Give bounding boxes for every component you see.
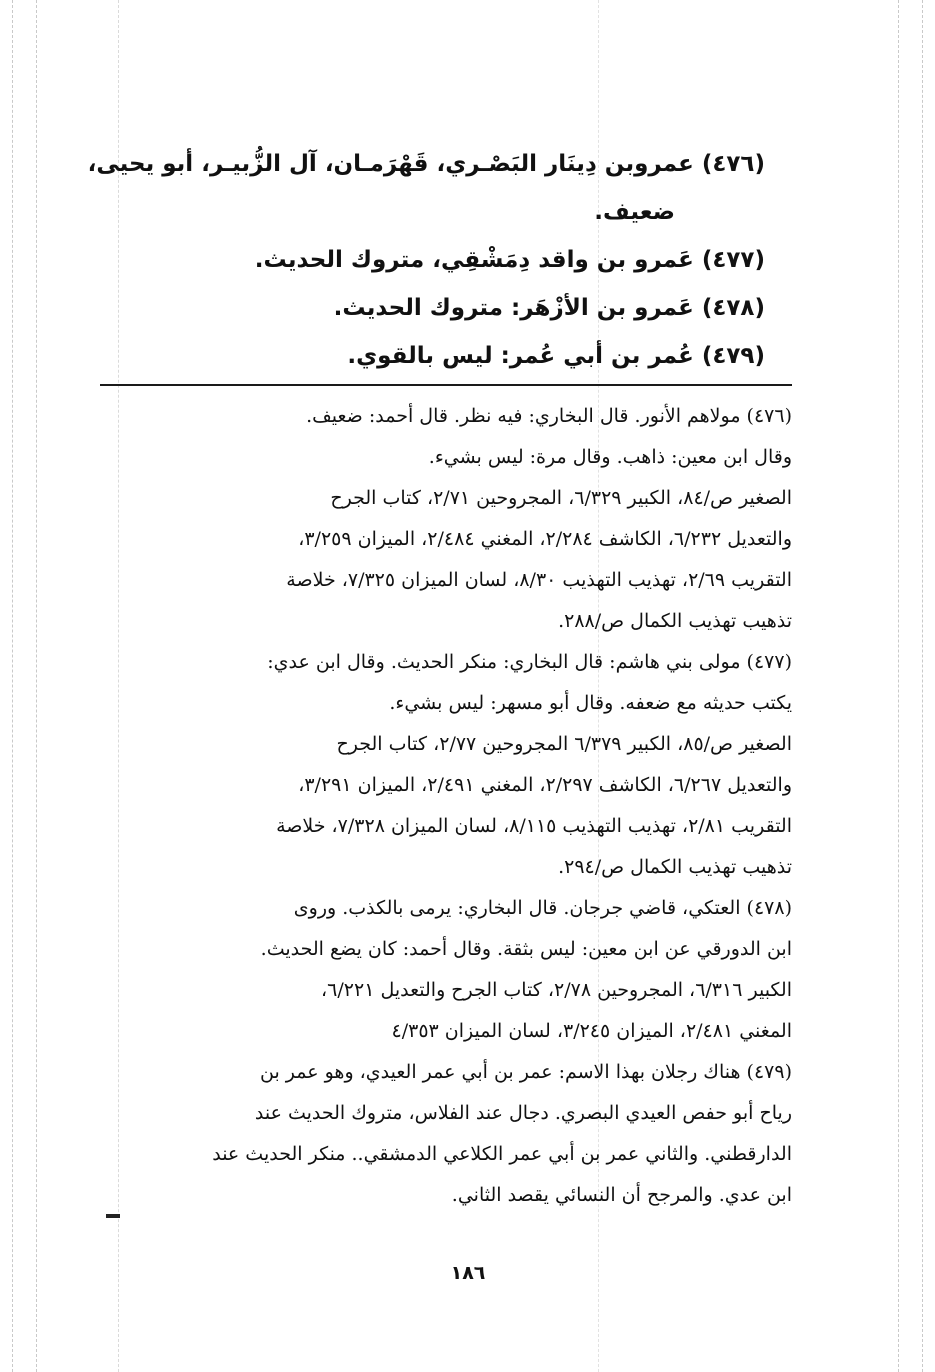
scan-guide-line bbox=[922, 0, 923, 1372]
footnote-line: والتعديل ٦/٢٦٧، الكاشف ٢/٢٩٧، المغني ٢/٤٩١، الميزان ٣/٢٩١، bbox=[298, 774, 792, 796]
end-mark bbox=[106, 1214, 120, 1218]
entry-line: (٤٧٦) عمروبن دِينَار البَصْـري، قَهْرَمـان، آل الزُّبيـر، أبو يحيى، bbox=[87, 151, 765, 177]
footnote-line: التقريب ٢/٨١، تهذيب التهذيب ٨/١١٥، لسان الميزان ٧/٣٢٨، خلاصة bbox=[276, 815, 792, 837]
footnote-line: المغني ٢/٤٨١، الميزان ٣/٢٤٥، لسان الميزان ٤/٣٥٣ bbox=[391, 1020, 792, 1042]
entry-478 bbox=[100, 284, 765, 332]
entry-line: (٤٧٨) عَمرو بن الأزْهَر: متروك الحديث. bbox=[333, 295, 765, 321]
footnote-line: التقريب ٢/٦٩، تهذيب التهذيب ٨/٣٠، لسان الميزان ٧/٣٢٥، خلاصة bbox=[286, 569, 792, 591]
footnote-line: (٤٧٧) مولى بني هاشم: قال البخاري: منكر الحديث. وقال ابن عدي: bbox=[267, 651, 792, 673]
footnote-line: الصغير ص/٨٥، الكبير ٦/٣٧٩ المجروحين ٢/٧٧، كتاب الجرح bbox=[336, 733, 792, 755]
scan-guide-line bbox=[36, 0, 37, 1372]
page-number: ١٨٦ bbox=[450, 1262, 486, 1284]
scan-guide-line bbox=[898, 0, 899, 1372]
footnote-line: ابن الدورقي عن ابن معين: ليس بثقة. وقال أحمد: كان يضع الحديث. bbox=[260, 938, 792, 960]
footnote-line: وقال ابن معين: ذاهب. وقال مرة: ليس بشيء. bbox=[428, 446, 792, 468]
entry-line: ضعيف. bbox=[594, 199, 675, 225]
footnote-line: الكبير ٦/٣١٦، المجروحين ٢/٧٨، كتاب الجرح والتعديل ٦/٢٢١، bbox=[321, 979, 792, 1001]
entry-line: (٤٧٧) عَمرو بن واقد دِمَشْقِي، متروك الحديث. bbox=[254, 247, 765, 273]
footnote-line: الصغير ص/٨٤، الكبير ٦/٣٢٩، المجروحين ٢/٧١، كتاب الجرح bbox=[330, 487, 792, 509]
entry-477 bbox=[100, 236, 765, 284]
footnote-line: (٤٧٩) هناك رجلان بهذا الاسم: عمر بن أبي عمر العيدي، وهو عمر بن bbox=[259, 1061, 792, 1083]
footnote-divider bbox=[100, 384, 792, 386]
footnote-line: يكتب حديثه مع ضعفه. وقال أبو مسهر: ليس بشيء. bbox=[389, 692, 792, 714]
entry-476 bbox=[87, 140, 765, 236]
footnote-line: رياح أبو حفص العيدي البصري. دجال عند الفلاس، متروك الحديث عند bbox=[254, 1102, 792, 1124]
footnote-line: تذهيب تهذيب الكمال ص/٢٨٨. bbox=[558, 610, 792, 632]
main-entries bbox=[87, 140, 765, 380]
entry-line: (٤٧٩) عُمر بن أبي عُمر: ليس بالقوي. bbox=[347, 343, 765, 369]
footnote-line: تذهيب تهذيب الكمال ص/٢٩٤. bbox=[558, 856, 792, 878]
footnote-line: الدارقطني. والثاني عمر بن أبي عمر الكلاعي الدمشقي.. منكر الحديث عند bbox=[212, 1143, 792, 1165]
footnotes bbox=[100, 396, 792, 1216]
entry-479 bbox=[100, 332, 765, 380]
footnote-line: والتعديل ٦/٢٣٢، الكاشف ٢/٢٨٤، المغني ٢/٤٨٤، الميزان ٣/٢٥٩، bbox=[298, 528, 792, 550]
footnote-line: (٤٧٨) العتكي، قاضي جرجان. قال البخاري: يرمى بالكذب. وروى bbox=[293, 897, 792, 919]
scan-guide-line bbox=[12, 0, 13, 1372]
footnote-line: ابن عدي. والمرجح أن النسائي يقصد الثاني. bbox=[451, 1184, 792, 1206]
footnote-line: (٤٧٦) مولاهم الأنور. قال البخاري: فيه نظر. قال أحمد: ضعيف. bbox=[306, 405, 792, 427]
